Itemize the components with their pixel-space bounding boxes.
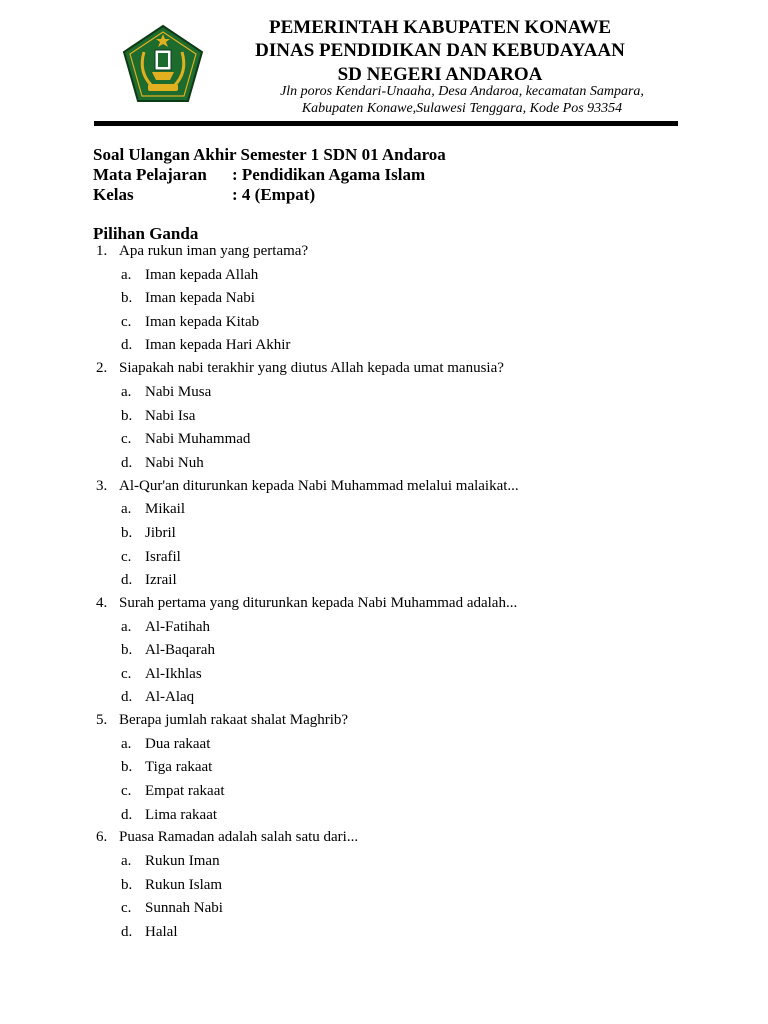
kabupaten-konawe-logo xyxy=(122,24,204,104)
option-text: Nabi Isa xyxy=(145,408,196,424)
option-text: Lima rakaat xyxy=(145,807,218,823)
question-6 xyxy=(96,828,358,846)
header-address-line1: Jln poros Kendari-Unaaha, Desa Andaroa, kecamatan Sampara, xyxy=(280,84,644,99)
subject-label: Mata Pelajaran xyxy=(93,165,207,184)
option-text: Al-Baqarah xyxy=(145,642,215,658)
option-text: Al-Fatihah xyxy=(145,619,210,635)
option-text: Tiga rakaat xyxy=(145,759,213,775)
header-school-name: SD NEGERI ANDAROA xyxy=(337,64,543,85)
header-divider xyxy=(94,121,678,126)
option xyxy=(121,641,215,659)
option-letter: c. xyxy=(121,666,132,682)
option-text: Israfil xyxy=(145,549,181,565)
option-text: Nabi Nuh xyxy=(145,455,204,471)
option xyxy=(121,665,202,683)
option-text: Al-Alaq xyxy=(145,689,195,705)
option-text: Nabi Muhammad xyxy=(145,431,251,447)
option-letter: a. xyxy=(121,501,132,517)
question-1 xyxy=(96,242,308,260)
option xyxy=(121,289,255,307)
option-letter: d. xyxy=(121,924,133,940)
option-text: Jibril xyxy=(145,525,176,541)
option-letter: c. xyxy=(121,783,132,799)
option xyxy=(121,454,204,472)
class-label: Kelas xyxy=(93,185,134,204)
option xyxy=(121,266,258,284)
option xyxy=(121,899,223,917)
option xyxy=(121,383,211,401)
option xyxy=(121,313,259,331)
option-letter: d. xyxy=(121,337,133,353)
option xyxy=(121,430,250,448)
option-letter: b. xyxy=(121,408,133,424)
option-letter: b. xyxy=(121,290,133,306)
question-number: 3. xyxy=(96,478,108,494)
option xyxy=(121,782,225,800)
option-letter: a. xyxy=(121,267,132,283)
option-letter: b. xyxy=(121,759,133,775)
header-address-line2: Kabupaten Konawe,Sulawesi Tenggara, Kode Pos 93354 xyxy=(301,101,623,116)
question-text: Berapa jumlah rakaat shalat Maghrib? xyxy=(119,712,349,728)
option-letter: c. xyxy=(121,549,132,565)
question-3 xyxy=(96,477,519,495)
option-text: Halal xyxy=(145,924,178,940)
option-text: Iman kepada Hari Akhir xyxy=(145,337,291,353)
subject-row xyxy=(93,165,425,185)
option-text: Iman kepada Nabi xyxy=(145,290,255,306)
section-title: Pilihan Ganda xyxy=(93,224,199,243)
option-letter: c. xyxy=(121,431,132,447)
option xyxy=(121,407,195,425)
option-letter: d. xyxy=(121,807,133,823)
question-text: Apa rukun iman yang pertama? xyxy=(119,243,309,259)
question-4 xyxy=(96,594,517,612)
option-text: Rukun Iman xyxy=(145,853,220,869)
question-text: Siapakah nabi terakhir yang diutus Allah kepada umat manusia? xyxy=(119,360,504,376)
question-text: Puasa Ramadan adalah salah satu dari... xyxy=(119,829,359,845)
option-text: Izrail xyxy=(145,572,177,588)
option-letter: d. xyxy=(121,572,133,588)
option-text: Al-Ikhlas xyxy=(145,666,202,682)
option-text: Empat rakaat xyxy=(145,783,225,799)
option xyxy=(121,758,212,776)
class-row xyxy=(93,185,315,205)
option xyxy=(121,548,181,566)
option xyxy=(121,618,210,636)
option xyxy=(121,735,210,753)
option-text: Mikail xyxy=(145,501,185,517)
option xyxy=(121,876,222,894)
option-text: Sunnah Nabi xyxy=(145,900,223,916)
question-2 xyxy=(96,359,504,377)
question-text: Al-Qur'an diturunkan kepada Nabi Muhammad melalui malaikat... xyxy=(119,478,519,494)
option-text: Dua rakaat xyxy=(145,736,211,752)
option-letter: b. xyxy=(121,525,133,541)
question-number: 4. xyxy=(96,595,108,611)
question-5 xyxy=(96,711,348,729)
question-number: 6. xyxy=(96,829,108,845)
option xyxy=(121,852,220,870)
question-number: 1. xyxy=(96,243,108,259)
option-letter: b. xyxy=(121,642,133,658)
option-letter: c. xyxy=(121,900,132,916)
option-letter: d. xyxy=(121,689,133,705)
exam-title: Soal Ulangan Akhir Semester 1 SDN 01 Andaroa xyxy=(93,145,446,164)
option xyxy=(121,500,185,518)
question-text: Surah pertama yang diturunkan kepada Nabi Muhammad adalah... xyxy=(119,595,518,611)
option xyxy=(121,524,176,542)
option-text: Iman kepada Kitab xyxy=(145,314,260,330)
option-letter: a. xyxy=(121,619,132,635)
option-letter: a. xyxy=(121,384,132,400)
question-number: 5. xyxy=(96,712,108,728)
option xyxy=(121,923,177,941)
option-text: Iman kepada Allah xyxy=(145,267,259,283)
option-letter: b. xyxy=(121,877,133,893)
class-value: : 4 (Empat) xyxy=(232,185,316,204)
option xyxy=(121,571,177,589)
option xyxy=(121,336,290,354)
option xyxy=(121,806,217,824)
option-text: Rukun Islam xyxy=(145,877,223,893)
option xyxy=(121,688,194,706)
header-government: PEMERINTAH KABUPATEN KONAWE xyxy=(268,17,612,38)
question-number: 2. xyxy=(96,360,108,376)
option-text: Nabi Musa xyxy=(145,384,212,400)
option-letter: a. xyxy=(121,853,132,869)
option-letter: c. xyxy=(121,314,132,330)
subject-value: : Pendidikan Agama Islam xyxy=(232,165,426,184)
option-letter: d. xyxy=(121,455,133,471)
header-department: DINAS PENDIDIKAN DAN KEBUDAYAAN xyxy=(255,40,625,61)
option-letter: a. xyxy=(121,736,132,752)
